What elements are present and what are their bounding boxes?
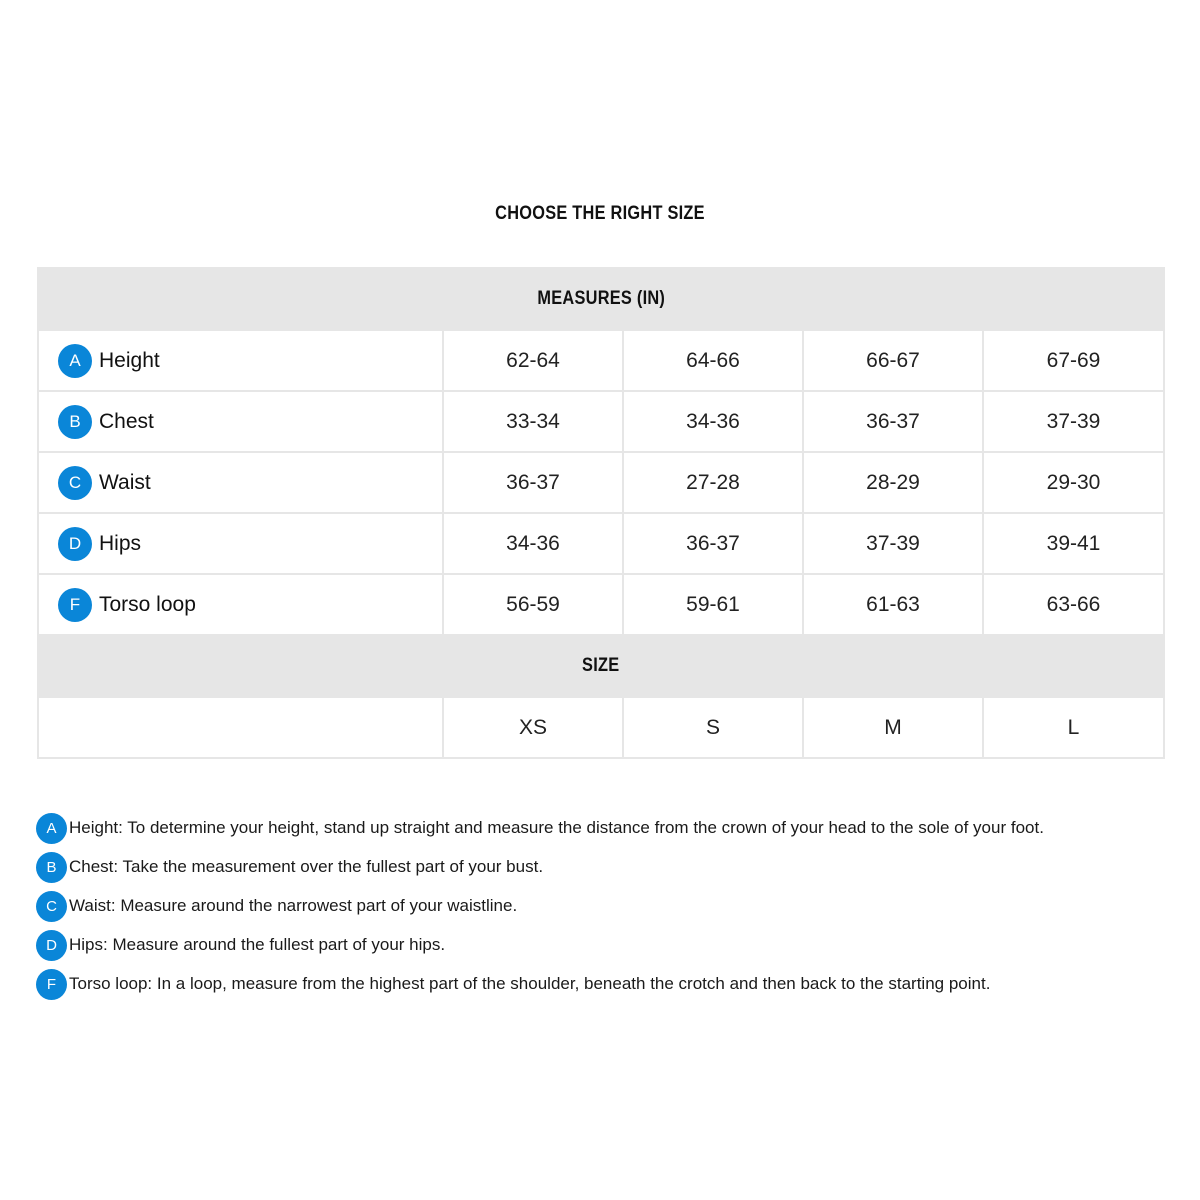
table-cell: 37-39 bbox=[803, 513, 983, 574]
note-waist bbox=[36, 890, 1176, 922]
letter-badge: B bbox=[36, 852, 67, 883]
table-row bbox=[38, 452, 1164, 513]
table-row bbox=[38, 574, 1164, 635]
table-cell: 67-69 bbox=[983, 330, 1164, 391]
note-text: Torso loop: In a loop, measure from the highest part of the shoulder, beneath the crotch and then back to the starting point. bbox=[69, 974, 991, 993]
row-label-text: Waist bbox=[99, 470, 151, 494]
table-cell: 37-39 bbox=[983, 391, 1164, 452]
letter-badge: F bbox=[36, 969, 67, 1000]
row-label-text: Torso loop bbox=[99, 592, 196, 616]
table-cell: 34-36 bbox=[623, 391, 803, 452]
row-label-height bbox=[38, 330, 443, 391]
measures-header-row bbox=[38, 268, 1164, 330]
table-row bbox=[38, 513, 1164, 574]
table-cell: 36-37 bbox=[443, 452, 623, 513]
table-cell: 36-37 bbox=[623, 513, 803, 574]
size-row bbox=[38, 697, 1164, 758]
measures-header: MEASURES (IN) bbox=[38, 268, 1164, 330]
table-cell: 63-66 bbox=[983, 574, 1164, 635]
table-cell: 33-34 bbox=[443, 391, 623, 452]
table-cell: 27-28 bbox=[623, 452, 803, 513]
letter-badge: B bbox=[58, 405, 92, 439]
letter-badge: A bbox=[36, 813, 67, 844]
note-torso-loop bbox=[36, 968, 1176, 1000]
table-cell: 56-59 bbox=[443, 574, 623, 635]
letter-badge: D bbox=[58, 527, 92, 561]
table-cell: 36-37 bbox=[803, 391, 983, 452]
row-label-chest bbox=[38, 391, 443, 452]
table-cell: 66-67 bbox=[803, 330, 983, 391]
table-cell: 61-63 bbox=[803, 574, 983, 635]
letter-badge: F bbox=[58, 588, 92, 622]
empty-label-cell bbox=[38, 697, 443, 758]
table-row bbox=[38, 391, 1164, 452]
note-height bbox=[36, 812, 1176, 844]
size-chart-table bbox=[37, 267, 1165, 759]
note-chest bbox=[36, 851, 1176, 883]
note-text: Chest: Take the measurement over the fullest part of your bust. bbox=[69, 857, 544, 876]
row-label-torso-loop bbox=[38, 574, 443, 635]
row-label-hips bbox=[38, 513, 443, 574]
size-cell: M bbox=[803, 697, 983, 758]
table-cell: 28-29 bbox=[803, 452, 983, 513]
size-cell: L bbox=[983, 697, 1164, 758]
size-header-row bbox=[38, 635, 1164, 697]
table-cell: 59-61 bbox=[623, 574, 803, 635]
note-text: Hips: Measure around the fullest part of your hips. bbox=[69, 935, 446, 954]
table-row bbox=[38, 330, 1164, 391]
letter-badge: C bbox=[36, 891, 67, 922]
letter-badge: D bbox=[36, 930, 67, 961]
note-text: Height: To determine your height, stand up straight and measure the distance from the crown of your head to the sole of your foot. bbox=[69, 818, 1044, 837]
letter-badge: C bbox=[58, 466, 92, 500]
note-hips bbox=[36, 929, 1176, 961]
table-cell: 29-30 bbox=[983, 452, 1164, 513]
row-label-text: Hips bbox=[99, 531, 142, 555]
letter-badge: A bbox=[58, 344, 92, 378]
note-text: Waist: Measure around the narrowest part of your waistline. bbox=[69, 896, 518, 915]
size-cell: S bbox=[623, 697, 803, 758]
page-title: CHOOSE THE RIGHT SIZE bbox=[495, 203, 705, 224]
size-cell: XS bbox=[443, 697, 623, 758]
row-label-text: Chest bbox=[99, 409, 154, 433]
table-cell: 62-64 bbox=[443, 330, 623, 391]
table-cell: 34-36 bbox=[443, 513, 623, 574]
table-cell: 39-41 bbox=[983, 513, 1164, 574]
measurement-notes bbox=[36, 812, 1176, 1007]
row-label-text: Height bbox=[99, 348, 160, 372]
row-label-waist bbox=[38, 452, 443, 513]
size-header: SIZE bbox=[38, 635, 1164, 697]
table-cell: 64-66 bbox=[623, 330, 803, 391]
